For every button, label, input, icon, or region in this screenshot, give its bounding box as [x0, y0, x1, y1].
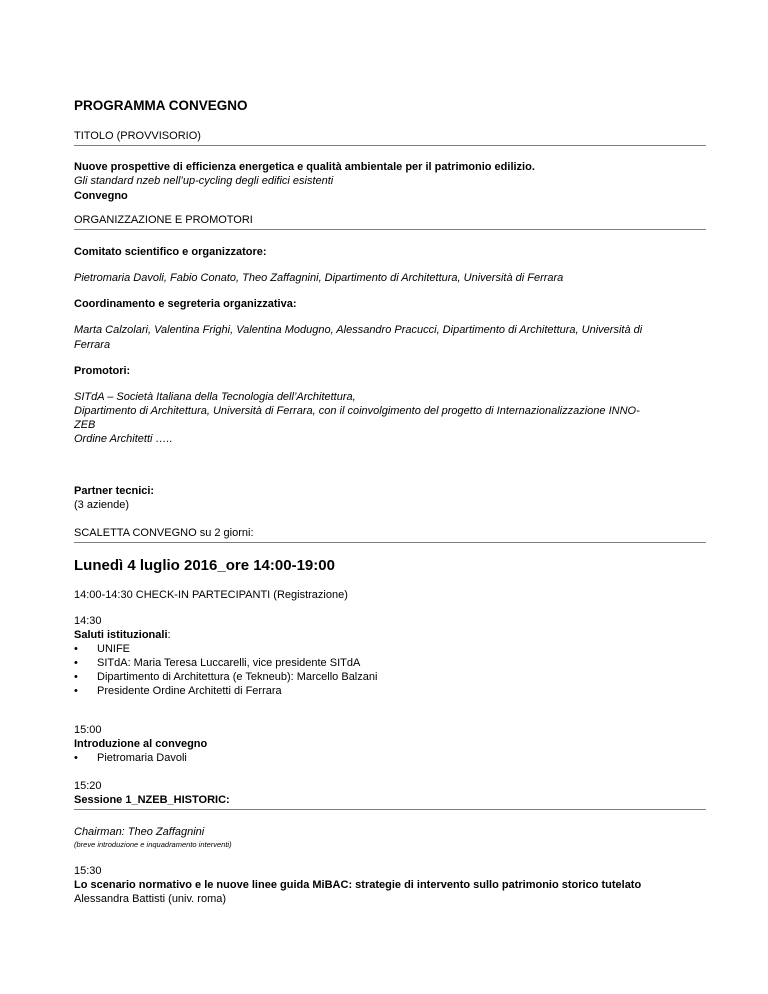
comitato-text: Pietromaria Davoli, Fabio Conato, Theo Zaffagnini, Dipartimento di Architettura, Università di Ferrara [74, 272, 564, 284]
page-heading: PROGRAMMA CONVEGNO [74, 98, 248, 113]
promotori-line-2: Dipartimento di Architettura, Università di Ferrara, con il coinvolgimento del progetto di Internazionalizzazione INNO- [74, 405, 640, 417]
coordinamento-label: Coordinamento e segreteria organizzativa: [74, 298, 297, 310]
time-1430: 14:30 [74, 615, 102, 627]
bullet-icon: • [74, 685, 78, 697]
list-item-text: SITdA: Maria Teresa Luccarelli, vice presidente SITdA [97, 657, 361, 669]
section-scaletta: SCALETTA CONVEGNO su 2 giorni: [74, 527, 254, 539]
list-item-text: Pietromaria Davoli [97, 752, 187, 764]
talk-1-speaker: Alessandra Battisti (univ. roma) [74, 893, 227, 905]
promotori-line-4: Ordine Architetti ….. [74, 433, 173, 445]
coordinamento-text-2: Ferrara [74, 339, 111, 351]
saluti-list [74, 642, 706, 698]
coordinamento-text-1: Marta Calzolari, Valentina Frighi, Valentina Modugno, Alessandro Pracucci, Dipartimento di Architettura, Università di [74, 324, 643, 336]
bullet-icon: • [74, 643, 78, 655]
intro-label: Introduzione al convegno [74, 738, 208, 750]
promotori-line-1: SITdA – Società Italiana della Tecnologia dell’Architettura, [74, 391, 356, 403]
chairman-note: (breve introduzione e inquadramento interventi) [74, 840, 232, 849]
section-rule [74, 542, 706, 543]
bullet-icon: • [74, 671, 78, 683]
section-titolo: TITOLO (PROVVISORIO) [74, 130, 201, 142]
saluti-label: Saluti istituzionali: [74, 629, 171, 641]
talk-1-title: Lo scenario normativo e le nuove linee guida MiBAC: strategie di intervento sullo patrimonio storico tutelato [74, 879, 642, 891]
day-heading: Lunedì 4 luglio 2016_ore 14:00-19:00 [74, 557, 335, 574]
sessione-1-heading: Sessione 1_NZEB_HISTORIC: [74, 794, 230, 806]
comitato-label: Comitato scientifico e organizzatore: [74, 246, 267, 258]
list-item-text: Presidente Ordine Architetti di Ferrara [97, 685, 282, 697]
bullet-icon: • [74, 657, 78, 669]
promotori-label: Promotori: [74, 365, 131, 377]
bullet-icon: • [74, 752, 78, 764]
chairman: Chairman: Theo Zaffagnini [74, 826, 205, 838]
section-rule [74, 809, 706, 810]
title-line-2: Gli standard nzeb nell’up-cycling degli edifici esistenti [74, 175, 334, 187]
list-item-text: UNIFE [97, 643, 130, 655]
title-line-3: Convegno [74, 190, 128, 202]
time-1500: 15:00 [74, 724, 102, 736]
time-1530: 15:30 [74, 865, 102, 877]
section-organizzazione: ORGANIZZAZIONE E PROMOTORI [74, 214, 253, 226]
partner-label: Partner tecnici: [74, 485, 155, 497]
section-rule [74, 229, 706, 230]
checkin-line: 14:00-14:30 CHECK-IN PARTECIPANTI (Registrazione) [74, 589, 348, 601]
list-item-text: Dipartimento di Architettura (e Tekneub): Marcello Balzani [97, 671, 378, 683]
partner-text: (3 aziende) [74, 499, 130, 511]
title-line-1: Nuove prospettive di efficienza energetica e qualità ambientale per il patrimonio edilizio. [74, 161, 535, 173]
section-rule [74, 145, 706, 146]
promotori-line-3: ZEB [74, 419, 96, 431]
time-1520: 15:20 [74, 780, 102, 792]
